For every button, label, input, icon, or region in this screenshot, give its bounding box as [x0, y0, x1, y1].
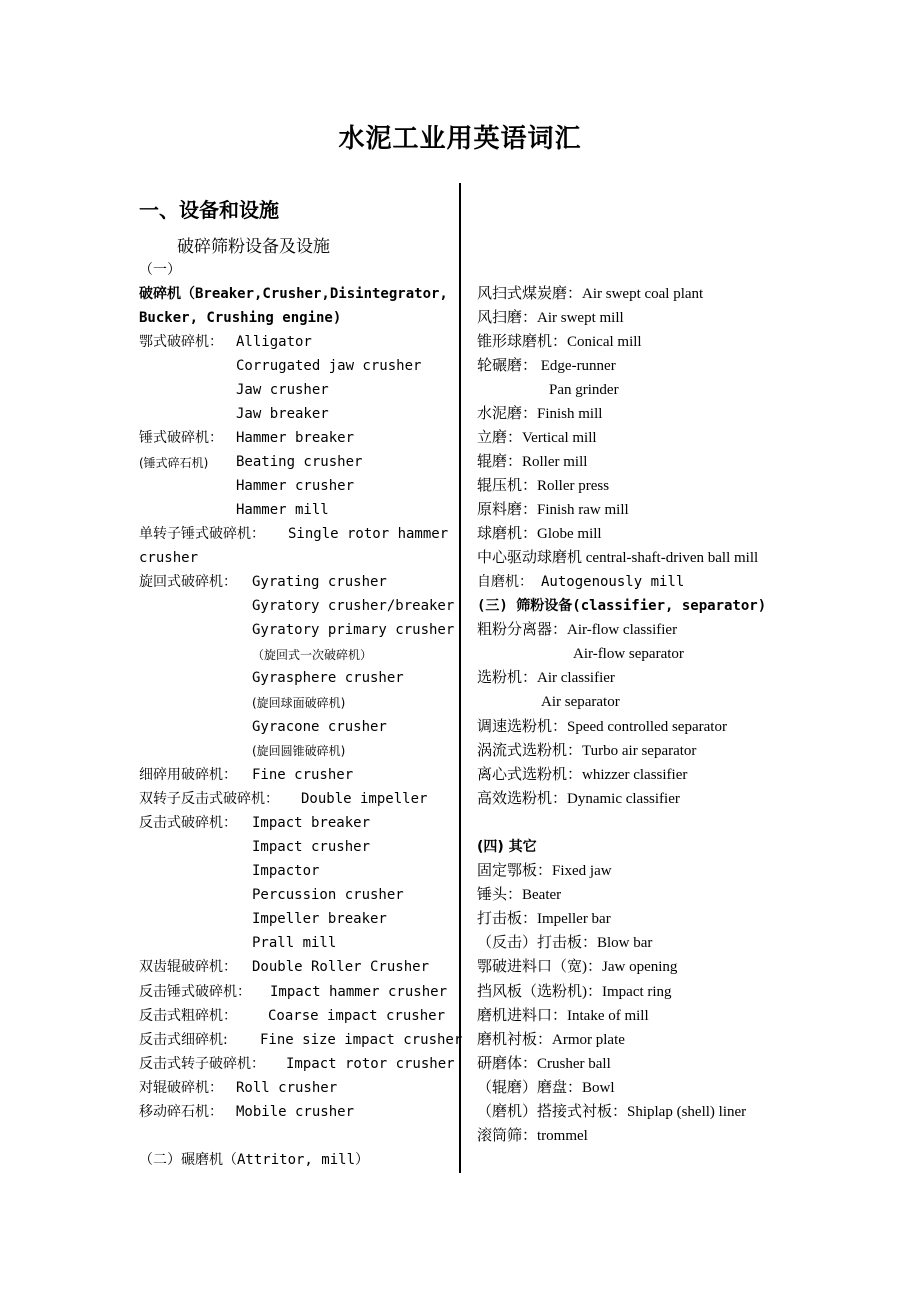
document-title: 水泥工业用英语词汇: [338, 124, 582, 154]
term-label: 反击式破碎机：: [139, 815, 237, 831]
section-subheading: 破碎筛粉设备及设施: [177, 237, 330, 257]
term-entry: 风扫式煤炭磨：Air swept coal plant: [477, 286, 704, 302]
term-value: Hammer crusher: [236, 478, 355, 494]
term-value: Air separator: [541, 694, 620, 710]
term-value: Gyrating crusher: [252, 574, 387, 590]
part-heading: （二）碾磨机（Attritor, mill）: [139, 1152, 370, 1168]
term-label: 旋回式破碎机：: [139, 574, 237, 590]
term-value: Double impeller: [301, 791, 428, 807]
term-value: Hammer breaker: [236, 430, 355, 446]
term-entry: 磨机衬板：Armor plate: [477, 1032, 625, 1048]
term-label: 反击式粗碎机：: [139, 1008, 237, 1024]
term-value: Prall mill: [252, 935, 337, 951]
term-value: Jaw crusher: [236, 382, 329, 398]
term-value: Corrugated jaw crusher: [236, 358, 422, 374]
term-label: 对辊破碎机：: [139, 1080, 223, 1096]
term-value: Double Roller Crusher: [252, 959, 430, 975]
term-entry: 风扫磨：Air swept mill: [477, 310, 624, 326]
term-entry: 鄂破进料口（宽)：Jaw opening: [477, 959, 678, 975]
term-entry: 原料磨：Finish raw mill: [477, 502, 629, 518]
term-entry: 调速选粉机：Speed controlled separator: [477, 719, 727, 735]
term-entry: 选粉机：Air classifier: [477, 670, 615, 686]
term-value: Fine size impact crusher: [260, 1032, 463, 1048]
term-entry: 挡风板（选粉机)：Impact ring: [477, 984, 672, 1000]
term-label: 自磨机：: [477, 574, 533, 590]
term-entry: （辊磨）磨盘：Bowl: [477, 1080, 615, 1096]
term-label: 双齿辊破碎机：: [139, 959, 237, 975]
crusher-heading: 破碎机（Breaker,Crusher,Disintegrator,: [139, 286, 448, 302]
term-value: Fine crusher: [252, 767, 354, 783]
term-value: Gyratory crusher/breaker: [252, 598, 455, 614]
term-value: Gyratory primary crusher: [252, 622, 455, 638]
term-entry: 固定鄂板：Fixed jaw: [477, 863, 612, 879]
term-entry: 离心式选粉机：whizzer classifier: [477, 767, 688, 783]
term-entry: 立磨：Vertical mill: [477, 430, 597, 446]
term-entry: 滚筒筛：trommel: [477, 1128, 588, 1144]
term-entry: 辊压机：Roller press: [477, 478, 610, 494]
term-entry: 涡流式选粉机：Turbo air separator: [477, 743, 697, 759]
part-heading: (四) 其它: [477, 839, 537, 855]
term-label: 细碎用破碎机：: [139, 767, 237, 783]
term-label: 单转子锤式破碎机：: [139, 526, 265, 542]
term-label: 锤式破碎机：: [139, 430, 223, 446]
term-entry: （磨机）搭接式衬板：Shiplap (shell) liner: [477, 1104, 747, 1120]
term-note: (旋回圆锥破碎机): [252, 744, 346, 758]
term-value: Alligator: [236, 334, 312, 350]
term-entry: 辊磨：Roller mill: [477, 454, 588, 470]
term-entry: 球磨机：Globe mill: [477, 526, 602, 542]
part-label: （一）: [139, 262, 181, 278]
term-label: 反击式细碎机:: [139, 1032, 228, 1048]
term-entry: 磨机进料口：Intake of mill: [477, 1008, 649, 1024]
term-label: 反击锤式破碎机：: [139, 984, 251, 1000]
term-entry: 水泥磨：Finish mill: [477, 406, 603, 422]
term-entry: 研磨体：Crusher ball: [477, 1056, 611, 1072]
section-heading: 一、设备和设施: [139, 198, 279, 222]
term-value: Gyrasphere crusher: [252, 670, 404, 686]
term-entry: 粗粉分离器：Air-flow classifier: [477, 622, 678, 638]
term-entry: （反击）打击板：Blow bar: [477, 935, 653, 951]
term-entry: 锤头：Beater: [477, 887, 562, 903]
term-value: Autogenously mill: [541, 574, 685, 590]
term-note: (旋回球面破碎机): [252, 696, 346, 710]
term-value: Impact rotor crusher: [286, 1056, 455, 1072]
term-value: Air-flow separator: [573, 646, 684, 662]
term-value: Single rotor hammer: [288, 526, 449, 542]
term-value: Impeller breaker: [252, 911, 387, 927]
term-value: Beating crusher: [236, 454, 363, 470]
column-divider: [459, 183, 461, 1173]
term-label: 双转子反击式破碎机：: [139, 791, 279, 807]
term-value: Roll crusher: [236, 1080, 338, 1096]
term-note: （旋回式一次破碎机）: [252, 648, 373, 662]
term-entry: 高效选粉机：Dynamic classifier: [477, 791, 680, 807]
term-value: Impact hammer crusher: [270, 984, 448, 1000]
term-value: Pan grinder: [549, 382, 619, 398]
crusher-heading-cont: Bucker, Crushing engine): [139, 310, 342, 326]
term-value: Impact crusher: [252, 839, 371, 855]
term-value: Coarse impact crusher: [268, 1008, 446, 1024]
term-value: Hammer mill: [236, 502, 329, 518]
term-note: (锤式碎石机): [139, 456, 209, 470]
term-value: Impact breaker: [252, 815, 371, 831]
term-value: crusher: [139, 550, 199, 566]
term-value: Gyracone crusher: [252, 719, 387, 735]
term-entry: 锥形球磨机：Conical mill: [477, 334, 642, 350]
part-heading: (三) 筛粉设备(classifier, separator): [477, 598, 767, 614]
term-entry: 轮碾磨： Edge-runner: [477, 358, 616, 374]
term-entry: 打击板：Impeller bar: [477, 911, 611, 927]
term-label: 反击式转子破碎机：: [139, 1056, 265, 1072]
term-value: Mobile crusher: [236, 1104, 355, 1120]
term-label: 鄂式破碎机：: [139, 334, 223, 350]
term-value: Impactor: [252, 863, 320, 879]
term-entry: 中心驱动球磨机 central-shaft-driven ball mill: [477, 550, 759, 566]
term-value: Jaw breaker: [236, 406, 329, 422]
term-value: Percussion crusher: [252, 887, 404, 903]
term-label: 移动碎石机：: [139, 1104, 223, 1120]
